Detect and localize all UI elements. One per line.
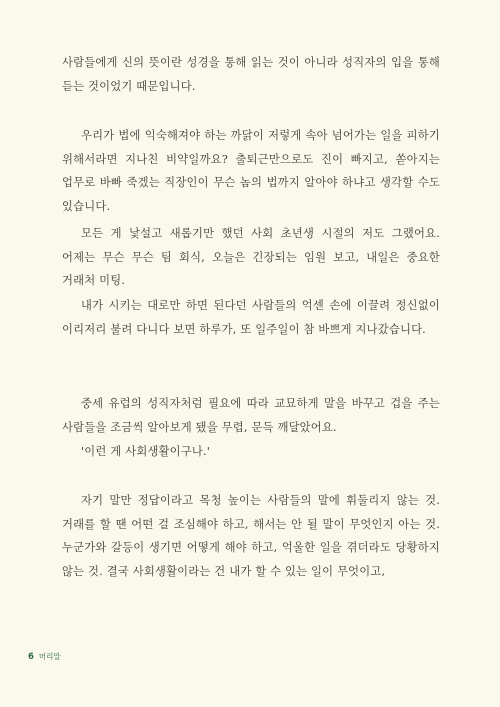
paragraph-text: 자기 말만 정답이라고 목청 높이는 사람들의 말에 휘둘리지 않는 것. 거래를 할 땐 어떤 걸 조심해야 하고, 해서는 안 될 말이 무엇인지 아는 것. 누군가와 갈등이 생기면 어떻게 해야 하고, 억울한 일을 겪더라도 당황하지 않는 것. 결국 사회생활이라는 건 내가 할 수 있는 일이 무엇이고, — [62, 494, 440, 578]
paragraph-7 — [62, 489, 440, 583]
page-footer — [28, 651, 61, 662]
paragraph-text: 모든 게 낯설고 새롭기만 했던 사회 초년생 시절의 저도 그랬어요. 어제는 무슨 무슨 팀 회식, 오늘은 긴장되는 임원 보고, 내일은 중요한 거래처 미팅. — [62, 227, 440, 287]
paragraph-text: 우리가 법에 익숙해져야 하는 까닭이 저렇게 속아 넘어가는 일을 피하기 위해서라면 지나친 비약일까요? 출퇴근만으로도 진이 빠지고, 쏟아지는 업무로 바빠 죽겠는 직장인이 무슨 놈의 법까지 알아야 하냐고 생각할 수도 있습니다. — [62, 129, 440, 213]
page-number: 6 — [28, 652, 34, 662]
paragraph-5 — [62, 392, 440, 439]
paragraph-text: 내가 시키는 대로만 하면 된다던 사람들의 억센 손에 이끌려 정신없이 이리저리 불려 다니다 보면 하루가, 또 일주일이 참 바쁘게 지나갔습니다. — [62, 299, 440, 336]
paragraph-3 — [62, 222, 440, 293]
section-title: 머리말 — [38, 652, 61, 661]
paragraph-text: 사람들에게 신의 뜻이란 성경을 통해 읽는 것이 아니라 성직자의 입을 통해 듣는 것이었기 때문입니다. — [62, 56, 440, 93]
paragraph-2 — [62, 124, 440, 218]
paragraph-6-quote — [62, 440, 440, 464]
paragraph-4 — [62, 294, 440, 341]
paragraph-text: 중세 유럽의 성직자처럼 필요에 따라 교묘하게 말을 바꾸고 겁을 주는 사람들을 조금씩 알아보게 됐을 무렵, 문득 깨달았어요. — [62, 397, 440, 434]
paragraph-1 — [62, 51, 440, 98]
quote-text: '이런 게 사회생활이구나.' — [81, 445, 211, 458]
